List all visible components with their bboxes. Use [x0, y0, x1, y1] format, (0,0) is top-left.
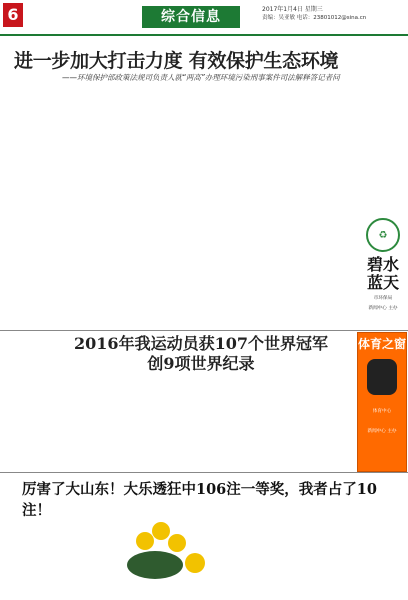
text-column: [269, 378, 353, 470]
article2-body: [6, 378, 352, 470]
section-title: 综合信息: [142, 6, 240, 28]
sports-line2: 新闻中心 主办: [367, 429, 397, 434]
page-header: [0, 0, 408, 34]
page-number: 6: [3, 3, 23, 27]
sports-title: 体育之窗: [358, 337, 407, 351]
basketball-player-icon: [367, 359, 397, 395]
masthead: [262, 6, 366, 22]
sidebox-line2: 新闻中心 主办: [368, 306, 398, 311]
environment-sidebox: [360, 216, 406, 328]
article1-body: [6, 86, 402, 334]
text-column: [6, 500, 110, 596]
text-column: [318, 500, 402, 596]
text-column: [228, 500, 314, 596]
masthead-editor: 责编：吴亚敏 电话：23801012@sina.cn: [262, 15, 367, 21]
sidebox-line1: 市环保局: [373, 296, 393, 301]
text-column: [206, 86, 302, 334]
text-column: [181, 378, 265, 470]
sports-line1: 体育中心: [372, 409, 392, 414]
text-column: [6, 86, 102, 334]
article2-headline: [36, 334, 366, 374]
text-column: [94, 378, 178, 470]
article2-headline-line1: 2016年我运动员获107个世界冠军: [74, 334, 328, 353]
article1-headline: 进一步加大打击力度 有效保护生态环境: [14, 50, 339, 72]
divider: [0, 330, 408, 331]
article1-subheadline: ——环境保护部政策法规司负责人就“两高”办理环境污染刑事案件司法解释答记者问: [62, 73, 340, 82]
environment-logo-icon: ♻: [366, 218, 400, 252]
masthead-date: 2017年1月4日 星期三: [262, 6, 323, 13]
text-column: [6, 378, 90, 470]
article3-headline: 厉害了大山东！大乐透狂中106注一等奖，我者占了10注！: [22, 481, 377, 519]
divider: [0, 472, 408, 473]
divider: [0, 34, 408, 36]
sidebox-title: 碧水蓝天: [366, 255, 399, 292]
lottery-coins-icon: [115, 503, 225, 588]
sports-sidebox: [357, 332, 407, 472]
text-column: [106, 86, 202, 334]
article2-headline-line2: 创9项世界纪录: [147, 354, 255, 373]
